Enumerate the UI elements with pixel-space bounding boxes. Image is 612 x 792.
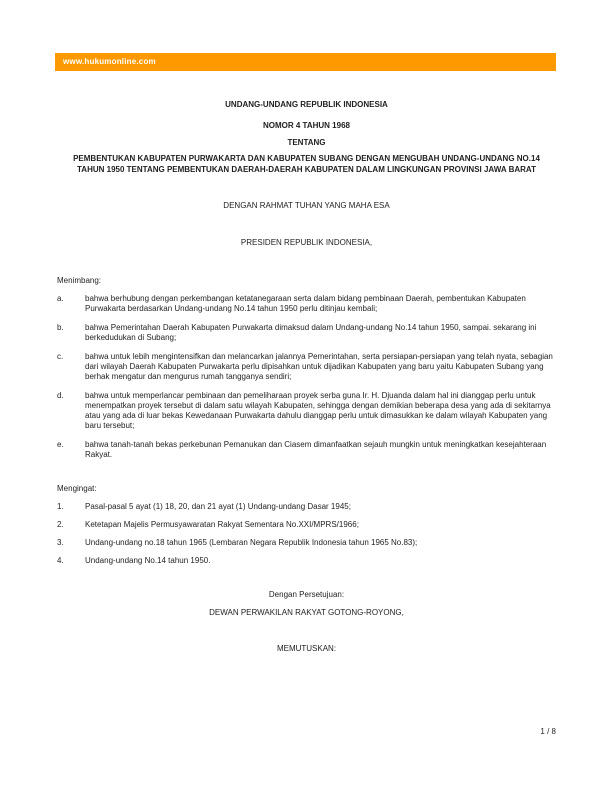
considering-item [57,440,556,460]
approval-intro: Dengan Persetujuan: [268,590,345,599]
legal-basis-item [57,556,556,566]
legal-basis-item [57,502,556,512]
doc-title-number: NOMOR 4 TAHUN 1968 [263,121,350,130]
approval-body: DEWAN PERWAKILAN RAKYAT GOTONG-ROYONG, [209,608,404,617]
item-marker: 2. [57,520,64,529]
item-text: bahwa untuk lebih mengintensifkan dan melancarkan jalannya Pemerintahan, serta persiapan-persiapan yang telah nyata, sebagian dari wilayah Daerah Kabupaten Purwakarta perlu dipisahkan untuk dijadikan Kabupaten yang baru yaitu Kabupaten Subang yang berhak mengatur dan mengurus rumah tangganya sendiri; [85,352,553,381]
item-marker: 3. [57,538,64,547]
legal-basis-label: Mengingat: [57,484,97,493]
legal-basis-list [57,502,556,566]
decree-heading: MEMUTUSKAN: [276,644,337,653]
site-banner-url[interactable]: www.hukumonline.com [63,57,156,66]
item-marker: 1. [57,502,64,511]
item-marker: c. [57,352,64,361]
considering-item [57,352,556,382]
doc-invocation: DENGAN RAHMAT TUHAN YANG MAHA ESA [223,201,390,210]
doc-title-tentang: TENTANG [287,138,326,147]
site-banner [55,53,556,71]
item-text: Ketetapan Majelis Permusyawaratan Rakyat Sementara No.XXI/MPRS/1966; [85,520,359,529]
considering-item [57,391,556,431]
item-text: bahwa untuk memperlancar pembinaan dan pemeliharaan proyek serba guna Ir. H. Djuanda dalam hal ini dianggap perlu untuk menempatkan proyek tersebut di dalam satu wilayah Kabupaten, sehingga dengan demikian beberapa desa yang ada di sekitarnya atau yang ada di luar bekas Kewedanaan Purwakarta dahulu dianggap perlu untuk dimasukkan ke dalam wilayah Kabupaten yang baru tersebut; [85,391,551,430]
page-number: 1 / 8 [540,727,556,736]
item-marker: 4. [57,556,64,565]
considering-item [57,294,556,314]
item-text: bahwa Pemerintahan Daerah Kabupaten Purwakarta dimaksud dalam Undang-undang No.14 tahun 1950, sampai. sekarang ini berkedudukan di Subang; [85,323,537,342]
item-marker: b. [57,323,64,332]
doc-issuer: PRESIDEN REPUBLIK INDONESIA, [240,238,373,247]
doc-title-line1: UNDANG-UNDANG REPUBLIK INDONESIA [225,100,388,109]
item-text: bahwa tanah-tanah bekas perkebunan Pemanukan dan Ciasem dimanfaatkan sejauh mungkin untuk meningkatkan kesejahteraan Rakyat. [85,440,547,459]
item-marker: d. [57,391,64,400]
item-marker: a. [57,294,64,303]
legal-basis-item [57,520,556,530]
item-text: Undang-undang No.14 tahun 1950. [85,556,211,565]
legal-basis-item [57,538,556,548]
item-marker: e. [57,440,64,449]
considering-label: Menimbang: [57,276,102,285]
document-content [57,100,556,654]
doc-subject: PEMBENTUKAN KABUPATEN PURWAKARTA DAN KABUPATEN SUBANG DENGAN MENGUBAH UNDANG-UNDANG NO.14 TAHUN 1950 TENTANG PEMBENTUKAN DAERAH-DAERAH KABUPATEN DALAM LINGKUNGAN PROVINSI JAWA BARAT [73,154,540,174]
item-text: Undang-undang no.18 tahun 1965 (Lembaran Negara Republik Indonesia tahun 1965 No.83); [85,538,418,547]
considering-list [57,294,556,460]
considering-item [57,323,556,343]
item-text: bahwa berhubung dengan perkembangan ketatanegaraan serta dalam bidang pembinaan Daerah, pembentukan Kabupaten Purwakarta berdasarkan Undang-undang No.14 tahun 1950 perlu ditinjau kembali; [85,294,526,313]
item-text: Pasal-pasal 5 ayat (1) 18, 20, dan 21 ayat (1) Undang-undang Dasar 1945; [85,502,351,511]
